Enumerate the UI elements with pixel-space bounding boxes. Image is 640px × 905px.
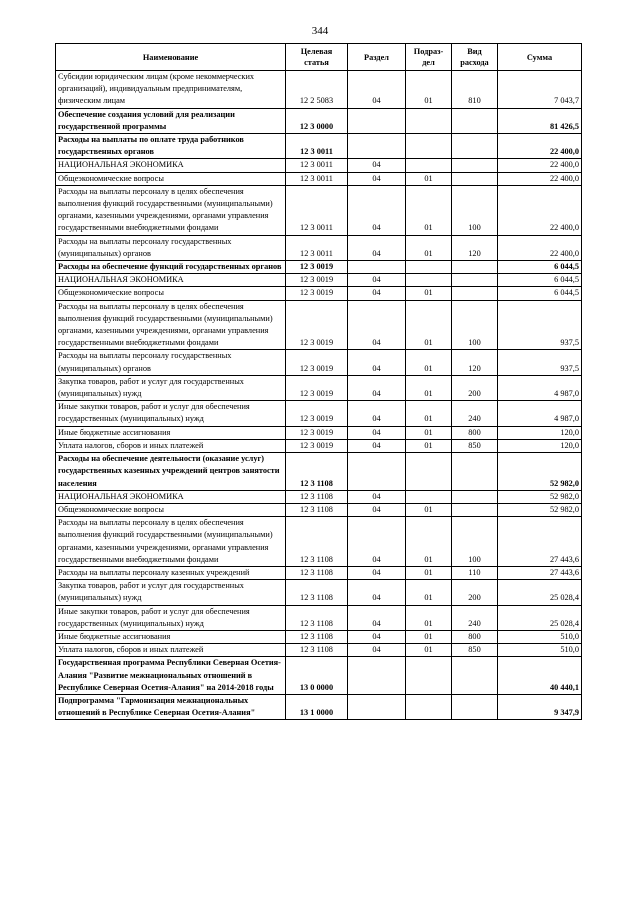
cell-subsection: 01 [406,235,452,260]
cell-target-article: 12 3 1108 [286,580,348,605]
cell-name: Общеэкономические вопросы [56,503,286,516]
cell-subsection [406,657,452,695]
cell-section: 04 [348,401,406,426]
cell-section: 04 [348,426,406,439]
cell-name: Расходы на выплаты персоналу в целях обеспечения выполнения функций государственными (муниципальными) органами, казенными учреждениями, органами управления государственными внебюджетными фондами [56,185,286,235]
column-header-subsection: Подраз-дел [406,44,452,71]
cell-expense-type [452,159,498,172]
cell-section: 04 [348,172,406,185]
cell-name: Уплата налогов, сборов и иных платежей [56,439,286,452]
cell-expense-type [452,694,498,719]
cell-target-article: 12 3 1108 [286,630,348,643]
table-row [56,503,582,516]
table-row [56,401,582,426]
cell-target-article: 13 1 0000 [286,694,348,719]
table-row [56,605,582,630]
cell-target-article: 12 3 1108 [286,517,348,567]
cell-name: Расходы на выплаты персоналу в целях обеспечения выполнения функций государственными (муниципальными) органами, казенными учреждениями, органами управления государственными внебюджетными фондами [56,300,286,350]
cell-target-article: 12 3 0019 [286,350,348,375]
budget-table [55,43,582,720]
cell-subsection: 01 [406,375,452,400]
cell-sum: 9 347,9 [498,694,582,719]
table-row [56,517,582,567]
cell-target-article: 12 3 0019 [286,439,348,452]
table-row [56,172,582,185]
cell-section: 04 [348,644,406,657]
cell-section [348,694,406,719]
table-row [56,630,582,643]
cell-expense-type: 120 [452,350,498,375]
cell-sum: 4 987,0 [498,401,582,426]
cell-section: 04 [348,274,406,287]
cell-target-article: 12 3 0011 [286,185,348,235]
table-row [56,453,582,491]
cell-expense-type: 100 [452,300,498,350]
cell-sum: 937,5 [498,350,582,375]
table-row [56,426,582,439]
cell-sum: 52 982,0 [498,453,582,491]
table-row [56,657,582,695]
cell-expense-type [452,287,498,300]
cell-name: Субсидии юридическим лицам (кроме некоммерческих организаций), индивидуальным предпринимателям, физическим лицам [56,71,286,109]
cell-name: Уплата налогов, сборов и иных платежей [56,644,286,657]
cell-section [348,134,406,159]
cell-target-article: 12 3 0019 [286,401,348,426]
cell-expense-type: 100 [452,517,498,567]
cell-target-article: 12 3 0019 [286,274,348,287]
table-row [56,375,582,400]
cell-sum: 6 044,5 [498,261,582,274]
cell-expense-type [452,274,498,287]
table-body [56,71,582,720]
cell-expense-type: 120 [452,235,498,260]
cell-name: Иные закупки товаров, работ и услуг для обеспечения государственных (муниципальных) нужд [56,605,286,630]
cell-subsection [406,274,452,287]
table-row [56,566,582,579]
cell-section: 04 [348,503,406,516]
cell-section: 04 [348,580,406,605]
cell-name: Подпрограмма "Гармонизация межнациональных отношений в Республике Северная Осетия-Алания" [56,694,286,719]
cell-section: 04 [348,439,406,452]
cell-target-article: 12 3 1108 [286,453,348,491]
cell-subsection: 01 [406,630,452,643]
cell-expense-type [452,490,498,503]
cell-expense-type: 850 [452,644,498,657]
cell-section: 04 [348,350,406,375]
cell-name: Общеэкономические вопросы [56,287,286,300]
column-header-article: Целевая статья [286,44,348,71]
column-header-section: Раздел [348,44,406,71]
cell-target-article: 12 3 0019 [286,300,348,350]
cell-expense-type [452,172,498,185]
cell-section: 04 [348,71,406,109]
cell-target-article: 13 0 0000 [286,657,348,695]
cell-name: Закупка товаров, работ и услуг для государственных (муниципальных) нужд [56,375,286,400]
cell-subsection [406,694,452,719]
column-header-expense-type: Вид расхода [452,44,498,71]
cell-subsection: 01 [406,644,452,657]
cell-name: Иные закупки товаров, работ и услуг для обеспечения государственных (муниципальных) нужд [56,401,286,426]
cell-sum: 120,0 [498,439,582,452]
cell-subsection: 01 [406,287,452,300]
table-row [56,287,582,300]
page-number: 344 [311,25,329,37]
table-row [56,644,582,657]
cell-subsection [406,261,452,274]
cell-sum: 120,0 [498,426,582,439]
cell-target-article: 12 3 1108 [286,503,348,516]
cell-subsection: 01 [406,350,452,375]
cell-name: Иные бюджетные ассигнования [56,426,286,439]
cell-name: Государственная программа Республики Северная Осетия-Алания "Развитие межнациональных отношений в Республике Северная Осетия-Алания" на 2014-2018 годы [56,657,286,695]
table-header-row [56,44,582,71]
column-header-name: Наименование [56,44,286,71]
cell-expense-type: 810 [452,71,498,109]
cell-target-article: 12 3 0019 [286,261,348,274]
cell-expense-type [452,261,498,274]
cell-name: Общеэкономические вопросы [56,172,286,185]
table-row [56,580,582,605]
cell-target-article: 12 3 0019 [286,287,348,300]
table-row [56,274,582,287]
cell-target-article: 12 3 0019 [286,375,348,400]
table-row [56,490,582,503]
cell-sum: 6 044,5 [498,274,582,287]
cell-sum: 510,0 [498,630,582,643]
cell-sum: 22 400,0 [498,185,582,235]
cell-target-article: 12 3 0011 [286,235,348,260]
cell-sum: 510,0 [498,644,582,657]
cell-name: Закупка товаров, работ и услуг для государственных (муниципальных) нужд [56,580,286,605]
cell-section: 04 [348,490,406,503]
cell-expense-type: 240 [452,401,498,426]
table-row [56,300,582,350]
cell-section: 04 [348,300,406,350]
cell-sum: 937,5 [498,300,582,350]
cell-name: Расходы на обеспечение функций государственных органов [56,261,286,274]
cell-subsection [406,490,452,503]
cell-sum: 4 987,0 [498,375,582,400]
cell-name: Расходы на обеспечение деятельности (оказание услуг) государственных казенных учреждений центров занятости населения [56,453,286,491]
cell-subsection [406,159,452,172]
cell-target-article: 12 3 0019 [286,426,348,439]
cell-name: Расходы на выплаты персоналу государственных (муниципальных) органов [56,350,286,375]
table-row [56,159,582,172]
cell-subsection: 01 [406,300,452,350]
cell-section [348,261,406,274]
cell-expense-type [452,108,498,133]
cell-sum: 52 982,0 [498,503,582,516]
cell-section: 04 [348,566,406,579]
cell-expense-type: 110 [452,566,498,579]
cell-expense-type [452,453,498,491]
cell-sum: 22 400,0 [498,134,582,159]
cell-expense-type: 850 [452,439,498,452]
cell-sum: 25 028,4 [498,580,582,605]
cell-target-article: 12 3 1108 [286,644,348,657]
cell-sum: 40 440,1 [498,657,582,695]
table-row [56,185,582,235]
cell-sum: 22 400,0 [498,159,582,172]
table-row [56,108,582,133]
cell-sum: 22 400,0 [498,172,582,185]
cell-target-article: 12 3 1108 [286,490,348,503]
cell-subsection: 01 [406,605,452,630]
column-header-sum: Сумма [498,44,582,71]
table-row [56,694,582,719]
cell-section: 04 [348,605,406,630]
cell-sum: 22 400,0 [498,235,582,260]
cell-expense-type: 200 [452,375,498,400]
cell-target-article: 12 3 1108 [286,605,348,630]
cell-subsection: 01 [406,185,452,235]
table-row [56,350,582,375]
cell-expense-type: 100 [452,185,498,235]
cell-subsection [406,108,452,133]
cell-target-article: 12 3 0011 [286,159,348,172]
cell-expense-type: 200 [452,580,498,605]
cell-subsection: 01 [406,580,452,605]
cell-section: 04 [348,287,406,300]
cell-subsection: 01 [406,401,452,426]
cell-expense-type [452,134,498,159]
cell-section: 04 [348,159,406,172]
cell-subsection: 01 [406,503,452,516]
cell-expense-type: 240 [452,605,498,630]
cell-name: Иные бюджетные ассигнования [56,630,286,643]
cell-expense-type: 800 [452,630,498,643]
cell-target-article: 12 3 0011 [286,134,348,159]
cell-section: 04 [348,630,406,643]
cell-subsection: 01 [406,439,452,452]
cell-section: 04 [348,185,406,235]
cell-sum: 52 982,0 [498,490,582,503]
cell-section: 04 [348,235,406,260]
cell-sum: 81 426,5 [498,108,582,133]
cell-name: Расходы на выплаты персоналу государственных (муниципальных) органов [56,235,286,260]
cell-sum: 25 028,4 [498,605,582,630]
cell-subsection [406,453,452,491]
cell-name: Расходы на выплаты персоналу в целях обеспечения выполнения функций государственными (муниципальными) органами, казенными учреждениями, органами управления государственными внебюджетными фондами [56,517,286,567]
cell-expense-type: 800 [452,426,498,439]
cell-name: НАЦИОНАЛЬНАЯ ЭКОНОМИКА [56,274,286,287]
table-row [56,235,582,260]
cell-subsection [406,134,452,159]
cell-target-article: 12 2 5083 [286,71,348,109]
cell-section [348,108,406,133]
cell-sum: 27 443,6 [498,517,582,567]
cell-target-article: 12 3 0000 [286,108,348,133]
cell-subsection: 01 [406,566,452,579]
cell-sum: 6 044,5 [498,287,582,300]
cell-target-article: 12 3 1108 [286,566,348,579]
cell-subsection: 01 [406,517,452,567]
cell-name: НАЦИОНАЛЬНАЯ ЭКОНОМИКА [56,159,286,172]
table-row [56,71,582,109]
cell-name: Расходы на выплаты персоналу казенных учреждений [56,566,286,579]
cell-name: НАЦИОНАЛЬНАЯ ЭКОНОМИКА [56,490,286,503]
cell-section: 04 [348,517,406,567]
cell-target-article: 12 3 0011 [286,172,348,185]
table-row [56,261,582,274]
cell-sum: 7 043,7 [498,71,582,109]
cell-subsection: 01 [406,71,452,109]
cell-section [348,453,406,491]
table-row [56,439,582,452]
cell-section: 04 [348,375,406,400]
cell-section [348,657,406,695]
table-row [56,134,582,159]
cell-sum: 27 443,6 [498,566,582,579]
cell-name: Расходы на выплаты по оплате труда работников государственных органов [56,134,286,159]
cell-subsection: 01 [406,426,452,439]
cell-expense-type [452,657,498,695]
cell-subsection: 01 [406,172,452,185]
cell-expense-type [452,503,498,516]
cell-name: Обеспечение создания условий для реализации государственной программы [56,108,286,133]
